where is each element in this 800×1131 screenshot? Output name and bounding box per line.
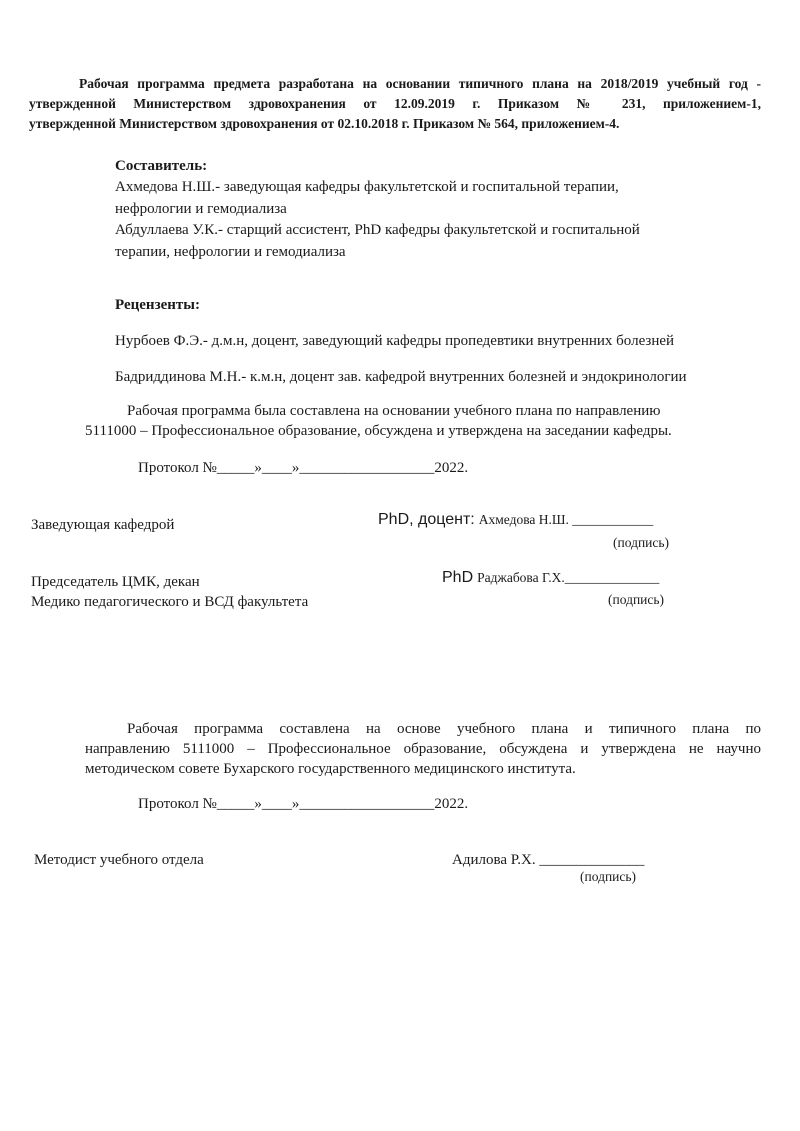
reviewer-1: Нурбоев Ф.Э.- д.м.н, доцент, заведующий кафедры пропедевтики внутренних болезней (115, 333, 675, 349)
methodist-role: Методист учебного отдела (34, 852, 204, 868)
chairman-name: Раджабова Г.Х.______________ (477, 570, 660, 585)
head-of-department-signature-line (378, 511, 653, 529)
head-of-department-degree: PhD, доцент: (378, 511, 475, 528)
approval2-line-3: методическом совете Бухарского государственного медицинского института. (85, 761, 576, 777)
compiler-line-1: Ахмедова Н.Ш.- заведующая кафедры факультетской и госпитальной терапии, (115, 179, 619, 195)
chairman-role-line-1: Председатель ЦМК, декан (31, 574, 200, 590)
approval1-line-1: Рабочая программа была составлена на основании учебного плана по направлению (127, 403, 661, 419)
compiler-line-3: Абдуллаева У.К.- старщий ассистент, PhD кафедры факультетской и госпитальной (115, 222, 640, 238)
intro-line-2: утвержденной Министерством здровохранения от 12.09.2019 г. Приказом № 231, приложением-1, (29, 96, 761, 111)
chairman-role-line-2: Медико педагогического и ВСД факультета (31, 594, 309, 610)
head-of-department-role: Заведующая кафедрой (31, 517, 175, 533)
methodist-name: Адилова Р.Х. ______________ (452, 852, 645, 868)
chairman-degree: PhD (442, 569, 474, 586)
reviewer-2: Бадриддинова М.Н.- к.м.н, доцент зав. кафедрой внутренних болезней и эндокринологии (115, 369, 687, 385)
intro-line-1: Рабочая программа предмета разработана на основании типичного плана на 2018/2019 учебный год - (79, 76, 761, 91)
compiler-line-4: терапии, нефрологии и гемодиализа (115, 244, 346, 260)
compiler-line-2: нефрологии и гемодиализа (115, 201, 287, 217)
protocol-1: Протокол №_____»____»__________________2022. (138, 460, 469, 476)
signature-label-2: (подпись) (608, 592, 665, 607)
signature-label-1: (подпись) (613, 535, 670, 550)
approval1-line-2: 5111000 – Профессиональное образование, обсуждена и утверждена на заседании кафедры. (85, 423, 672, 439)
reviewers-heading: Рецензенты: (115, 297, 200, 313)
compilers-heading: Составитель: (115, 158, 208, 174)
intro-line-3: утвержденной Министерством здровохранения от 02.10.2018 г. Приказом № 564, приложением-4. (29, 116, 620, 131)
approval2-line-1: Рабочая программа составлена на основе учебного плана и типичного плана по (127, 721, 761, 737)
signature-label-3: (подпись) (580, 869, 637, 884)
protocol-2: Протокол №_____»____»__________________2022. (138, 796, 469, 812)
approval2-paragraph (85, 719, 761, 779)
intro-paragraph (29, 74, 761, 134)
approval2-line-2: направлению 5111000 – Профессиональное образование, обсуждена и утверждена не научно (85, 741, 761, 757)
chairman-signature-line (442, 569, 659, 587)
head-of-department-name: Ахмедова Н.Ш. ____________ (478, 512, 654, 527)
